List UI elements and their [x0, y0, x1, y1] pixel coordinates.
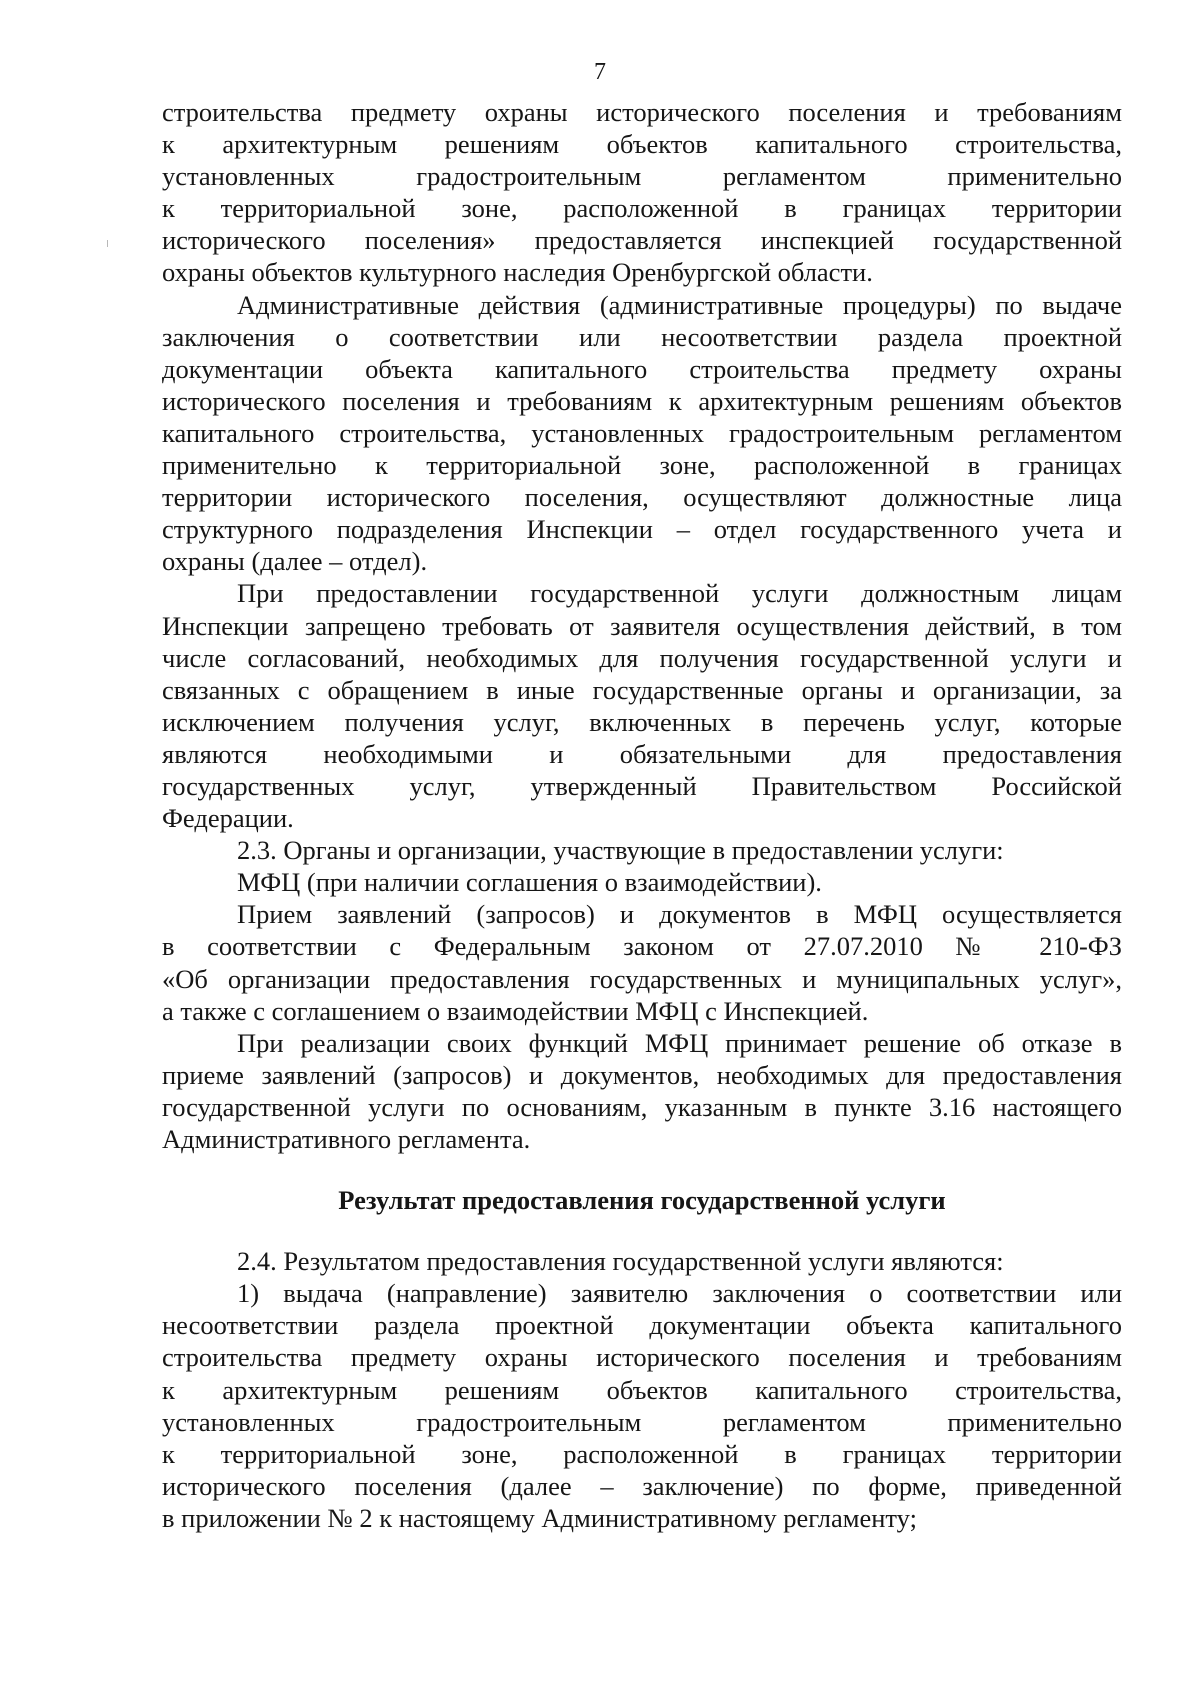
text-line: числе согласований, необходимых для получения государственной услуги и [162, 642, 1122, 673]
text-line: к территориальной зоне, расположенной в границах территории [162, 193, 1122, 224]
paragraph-administrative-actions [162, 289, 1122, 578]
text-line: применительно к территориальной зоне, расположенной в границах [162, 450, 1122, 481]
text-line: строительства предмету охраны исторического поселения и требованиям [162, 97, 1122, 127]
document-body [162, 96, 1122, 1534]
text-line: структурного подразделения Инспекции – отдел государственного учета и [162, 514, 1122, 545]
text-line: государственной услуги по основаниям, указанным в пункте 3.16 настоящего [162, 1091, 1122, 1122]
text-line: заключения о соответствии или несоответствии раздела проектной [162, 321, 1122, 352]
paragraph-reception [162, 898, 1122, 1026]
scan-edge-mark [107, 240, 108, 247]
paragraph-refusal [162, 1027, 1122, 1155]
text-line: 1) выдача (направление) заявителю заключения о соответствии или [237, 1278, 1122, 1309]
clause-mfc: МФЦ (при наличии соглашения о взаимодействии). [237, 867, 822, 898]
text-line: к архитектурным решениям объектов капитального строительства, [162, 1374, 1122, 1405]
text-line: охраны объектов культурного наследия Оренбургской области. [162, 257, 873, 288]
text-line: Прием заявлений (запросов) и документов в МФЦ осуществляется [237, 899, 1122, 930]
text-line: Федерации. [162, 803, 294, 834]
text-line: а также с соглашением о взаимодействии МФЦ с Инспекцией. [162, 995, 869, 1026]
clause-2-3: 2.3. Органы и организации, участвующие в предоставлении услуги: [237, 835, 1004, 866]
text-line: в приложении № 2 к настоящему Административному регламенту; [162, 1502, 917, 1533]
text-line: приеме заявлений (запросов) и документов, необходимых для предоставления [162, 1059, 1122, 1090]
text-line: Инспекции запрещено требовать от заявителя осуществления действий, в том [162, 610, 1122, 641]
text-line: к территориальной зоне, расположенной в границах территории [162, 1438, 1122, 1469]
text-line: несоответствии раздела проектной документации объекта капитального [162, 1310, 1122, 1341]
clause-2-4: 2.4. Результатом предоставления государственной услуги являются: [237, 1246, 1004, 1277]
text-line: исторического поселения» предоставляется инспекцией государственной [162, 225, 1122, 256]
text-line: документации объекта капитального строительства предмету охраны [162, 353, 1122, 384]
text-line: являются необходимыми и обязательными для предоставления [162, 738, 1122, 769]
text-line: в соответствии с Федеральным законом от 27.07.2010 № 210-ФЗ [162, 931, 1122, 962]
text-line: охраны (далее – отдел). [162, 546, 428, 577]
text-line: капитального строительства, установленных градостроительным регламентом [162, 417, 1122, 448]
text-line: При предоставлении государственной услуги должностным лицам [237, 578, 1122, 609]
text-line: связанных с обращением в иные государственные органы и организации, за [162, 674, 1122, 705]
paragraph-intro-continuation [162, 96, 1122, 289]
text-line: к архитектурным решениям объектов капитального строительства, [162, 129, 1122, 160]
text-line: Административные действия (административные процедуры) по выдаче [237, 289, 1122, 320]
text-line: государственных услуг, утвержденный Правительством Российской [162, 770, 1122, 801]
text-line: «Об организации предоставления государственных и муниципальных услуг», [162, 963, 1122, 994]
page-number: 7 [594, 59, 606, 85]
text-line: установленных градостроительным регламентом применительно [162, 161, 1122, 192]
text-line: Административного регламента. [162, 1124, 531, 1154]
text-line: исключением получения услуг, включенных в перечень услуг, которые [162, 706, 1122, 737]
section-heading: Результат предоставления государственной услуги [338, 1185, 946, 1216]
text-line: территории исторического поселения, осуществляют должностные лица [162, 482, 1122, 513]
list-item-1 [162, 1277, 1122, 1534]
text-line: При реализации своих функций МФЦ принимает решение об отказе в [237, 1027, 1122, 1058]
text-line: строительства предмету охраны исторического поселения и требованиям [162, 1342, 1122, 1373]
text-line: исторического поселения и требованиям к архитектурным решениям объектов [162, 385, 1122, 416]
text-line: исторического поселения (далее – заключение) по форме, приведенной [162, 1470, 1122, 1501]
text-line: установленных градостроительным регламентом применительно [162, 1406, 1122, 1437]
paragraph-prohibition [162, 577, 1122, 834]
